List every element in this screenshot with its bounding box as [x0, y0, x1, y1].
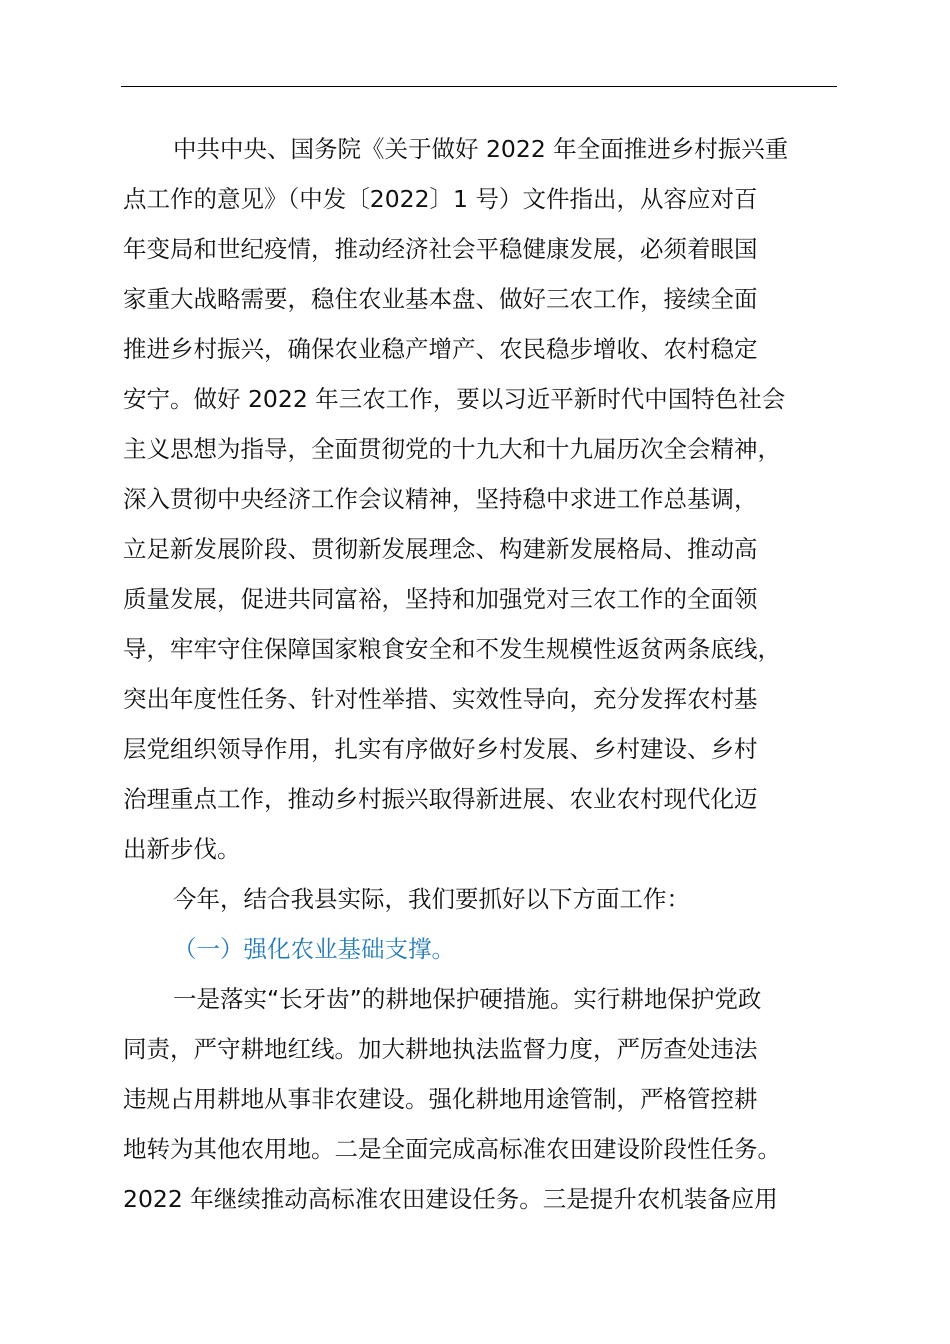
paragraph-1-line-13: 层党组织领导作用，扎实有序做好乡村发展、乡村建设、乡村 [123, 735, 758, 763]
header-rule [121, 86, 837, 87]
paragraph-3-line-1: 一是落实“长牙齿”的耕地保护硬措施。实行耕地保护党政 [173, 985, 762, 1013]
paragraph-1-line-3: 年变局和世纪疫情，推动经济社会平稳健康发展，必须着眼国 [123, 235, 758, 263]
paragraph-1-line-4: 家重大战略需要，稳住农业基本盘、做好三农工作，接续全面 [123, 285, 758, 313]
paragraph-3-line-5: 2022 年继续推动高标准农田建设任务。三是提升农机装备应用 [123, 1185, 778, 1213]
paragraph-1-line-7: 主义思想为指导，全面贯彻党的十九大和十九届历次全会精神， [123, 435, 781, 463]
paragraph-1-line-10: 质量发展，促进共同富裕，坚持和加强党对三农工作的全面领 [123, 585, 758, 613]
paragraph-1-line-6: 安宁。做好 2022 年三农工作，要以习近平新时代中国特色社会 [123, 385, 786, 413]
paragraph-1-line-11: 导，牢牢守住保障国家粮食安全和不发生规模性返贫两条底线， [123, 635, 781, 663]
section-heading: （一）强化农业基础支撑。 [173, 935, 455, 963]
paragraph-3-line-2: 同责，严守耕地红线。加大耕地执法监督力度，严厉查处违法 [123, 1035, 758, 1063]
paragraph-1-line-2: 点工作的意见》（中发〔2022〕1 号）文件指出，从容应对百 [123, 185, 758, 213]
paragraph-1-line-1: 中共中央、国务院《关于做好 2022 年全面推进乡村振兴重 [173, 135, 789, 163]
paragraph-3-line-3: 违规占用耕地从事非农建设。强化耕地用途管制，严格管控耕 [123, 1085, 758, 1113]
paragraph-3-line-4: 地转为其他农用地。二是全面完成高标准农田建设阶段性任务。 [123, 1135, 781, 1163]
paragraph-1-line-8: 深入贯彻中央经济工作会议精神，坚持稳中求进工作总基调， [123, 485, 758, 513]
paragraph-1-line-14: 治理重点工作，推动乡村振兴取得新进展、农业农村现代化迈 [123, 785, 758, 813]
paragraph-1-line-12: 突出年度性任务、针对性举措、实效性导向，充分发挥农村基 [123, 685, 758, 713]
paragraph-1-line-9: 立足新发展阶段、贯彻新发展理念、构建新发展格局、推动高 [123, 535, 758, 563]
paragraph-1-line-5: 推进乡村振兴，确保农业稳产增产、农民稳步增收、农村稳定 [123, 335, 758, 363]
paragraph-1-line-15: 出新步伐。 [123, 835, 241, 863]
paragraph-2-line-1: 今年，结合我县实际，我们要抓好以下方面工作： [173, 885, 690, 913]
